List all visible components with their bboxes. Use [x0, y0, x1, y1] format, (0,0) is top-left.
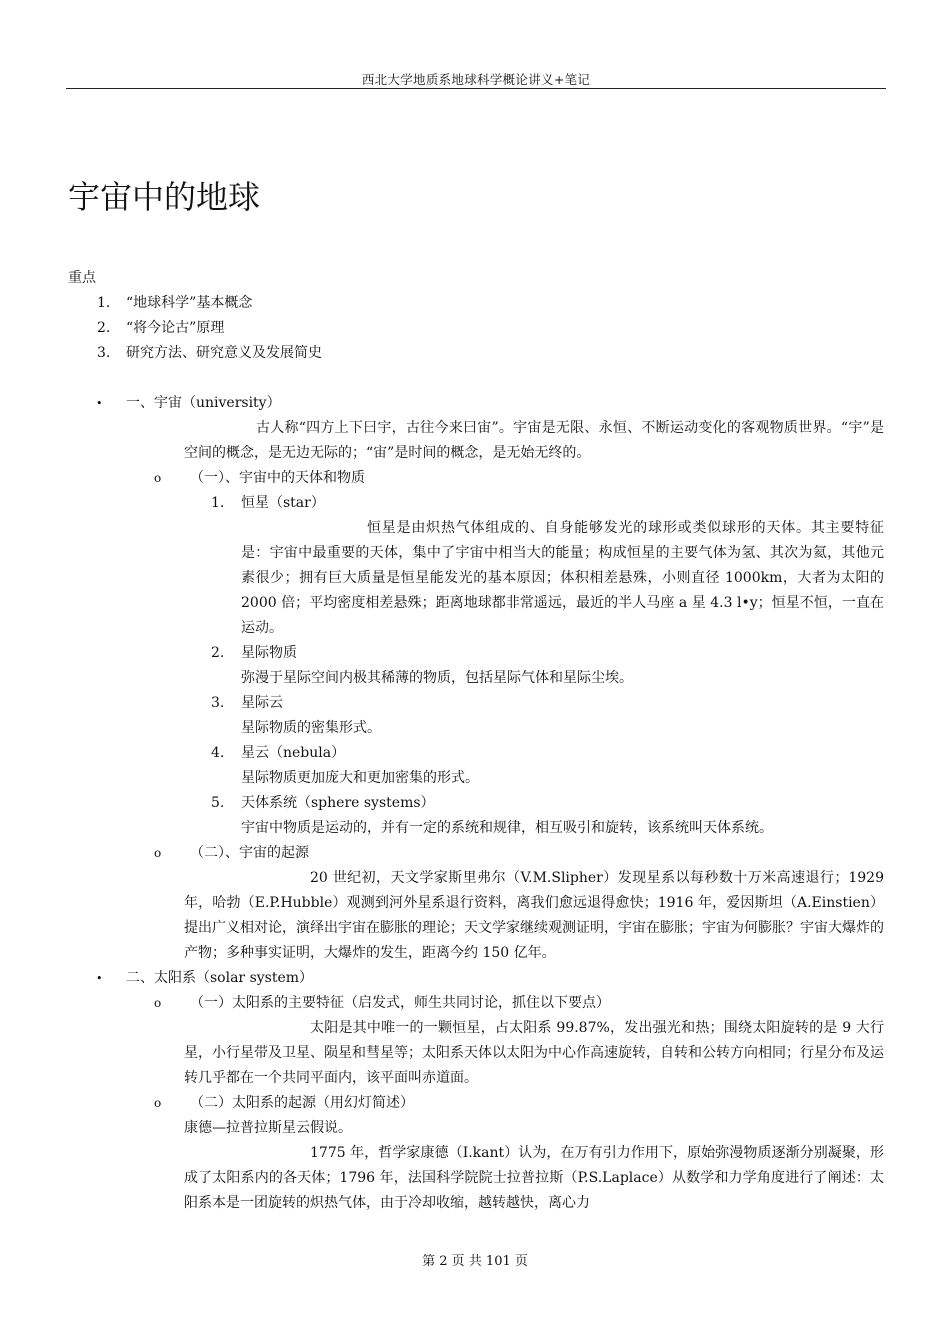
paragraph: 1775 年，哲学家康德（I.kant）认为，在万有引力作用下，原始弥漫物质逐渐分别凝聚，形成了太阳系内的各天体；1796 年，法国科学院院士拉普拉斯（P.S.Laplace）从数学和力学角度进行了阐述：太阳系本是一团旋转的炽热气体，由于冷却收缩，越转越快，离心力	[184, 1145, 884, 1211]
paragraph: 宇宙中物质是运动的，并有一定的系统和规律，相互吸引和旋转，该系统叫天体系统。	[241, 820, 773, 836]
paragraph: 20 世纪初，天文学家斯里弗尔（V.M.Slipher）发现星系以每秒数十万米高速退行；1929 年，哈勃（E.P.Hubble）观测到河外星系退行资料，离我们愈远退得愈快；1916 年，爱因斯坦（A.Einstien）提出广义相对论，演绎出宇宙在膨胀的理论；天文学家继续观测证明，宇宙在膨胀；宇宙为何膨胀？宇宙大爆炸的产物；多种事实证明，大爆炸的发生，距离今约 150 亿年。	[184, 870, 884, 961]
subsection-heading-text: （一）太阳系的主要特征（启发式，师生共同讨论，抓住以下要点）	[190, 995, 610, 1011]
paragraph: 古人称“四方上下曰宇，古往今来曰宙”。宇宙是无限、永恒、不断运动变化的客观物质世界。“宇”是空间的概念，是无边无际的；“宙”是时间的概念，是无始无终的。	[184, 420, 884, 461]
paragraph: 恒星是由炽热气体组成的、自身能够发光的球形或类似球形的天体。其主要特征是：宇宙中最重要的天体，集中了宇宙中相当大的能量；构成恒星的主要气体为氢、其次为氦，其他元素很少；拥有巨大质量是恒星能发光的基本原因；体积相差悬殊，小则直径 1000km，大者为太阳的 2000 倍；平均密度相差悬殊；距离地球都非常遥远，最近的半人马座 a 星 4.3 l•y；恒星不恒，一直在运动。	[241, 520, 884, 636]
section-heading	[68, 391, 884, 416]
key-point-text: “将今论古”原理	[126, 320, 225, 336]
subsection-heading	[68, 991, 884, 1016]
key-point-item	[68, 316, 884, 341]
item-heading-text: 天体系统（sphere systems）	[241, 795, 435, 811]
list-number: 3.	[97, 345, 111, 361]
numbered-item-heading	[68, 641, 884, 666]
list-number: 2.	[97, 320, 111, 336]
subsection-heading	[68, 1091, 884, 1116]
list-number: 4.	[211, 745, 225, 761]
numbered-item-heading	[68, 741, 884, 766]
section-heading-text: 一、宇宙（university）	[126, 395, 281, 411]
numbered-item-heading	[68, 491, 884, 516]
list-number: 1.	[211, 495, 225, 511]
list-number: 3.	[211, 695, 225, 711]
item-heading-text: 星际云	[241, 695, 283, 711]
page-title: 宇宙中的地球	[68, 178, 261, 216]
paragraph: 太阳是其中唯一的一颗恒星，占太阳系 99.87%，发出强光和热；围绕太阳旋转的是 9 大行星，小行星带及卫星、陨星和彗星等；太阳系天体以太阳为中心作高速旋转，自转和公转方向相同；行星分布及运转几乎都在一个共同平面内，该平面叫赤道面。	[184, 1020, 884, 1086]
numbered-item-heading	[68, 691, 884, 716]
paragraph: 星际物质更加庞大和更加密集的形式。	[241, 770, 479, 786]
page-footer: 第 2 页 共 101 页	[422, 1254, 528, 1269]
paragraph: 弥漫于星际空间内极其稀薄的物质，包括星际气体和星际尘埃。	[241, 670, 633, 686]
item-heading-text: 星际物质	[241, 645, 297, 661]
subsection-heading-text: （二）太阳系的起源（用幻灯简述）	[190, 1095, 414, 1111]
section-heading	[68, 966, 884, 991]
circle-bullet-icon: o	[154, 1096, 162, 1110]
page-header: 西北大学地质系地球科学概论讲义+笔记	[361, 72, 591, 87]
subsection-heading	[68, 466, 884, 491]
bullet-icon: •	[96, 972, 103, 985]
subsection-heading-text: （二）、宇宙的起源	[190, 845, 309, 861]
circle-bullet-icon: o	[154, 846, 162, 860]
key-point-text: 研究方法、研究意义及发展简史	[126, 345, 322, 361]
header-rule	[66, 88, 886, 89]
key-point-text: “地球科学”基本概念	[126, 295, 253, 311]
numbered-item-heading	[68, 791, 884, 816]
key-point-item	[68, 291, 884, 316]
list-number: 2.	[211, 645, 225, 661]
list-number: 5.	[211, 795, 225, 811]
paragraph: 康德—拉普拉斯星云假说。	[184, 1120, 352, 1136]
circle-bullet-icon: o	[154, 996, 162, 1010]
section-heading-text: 二、太阳系（solar system）	[126, 970, 314, 986]
subsection-heading	[68, 841, 884, 866]
item-heading-text: 星云（nebula）	[241, 745, 346, 761]
key-point-item	[68, 341, 884, 366]
subsection-heading-text: （一）、宇宙中的天体和物质	[190, 470, 365, 486]
paragraph: 星际物质的密集形式。	[241, 720, 381, 736]
list-number: 1.	[97, 295, 111, 311]
circle-bullet-icon: o	[154, 471, 162, 485]
document-body	[68, 266, 884, 1216]
bullet-icon: •	[96, 397, 103, 410]
key-points-label: 重点	[68, 270, 96, 286]
item-heading-text: 恒星（star）	[241, 495, 325, 511]
